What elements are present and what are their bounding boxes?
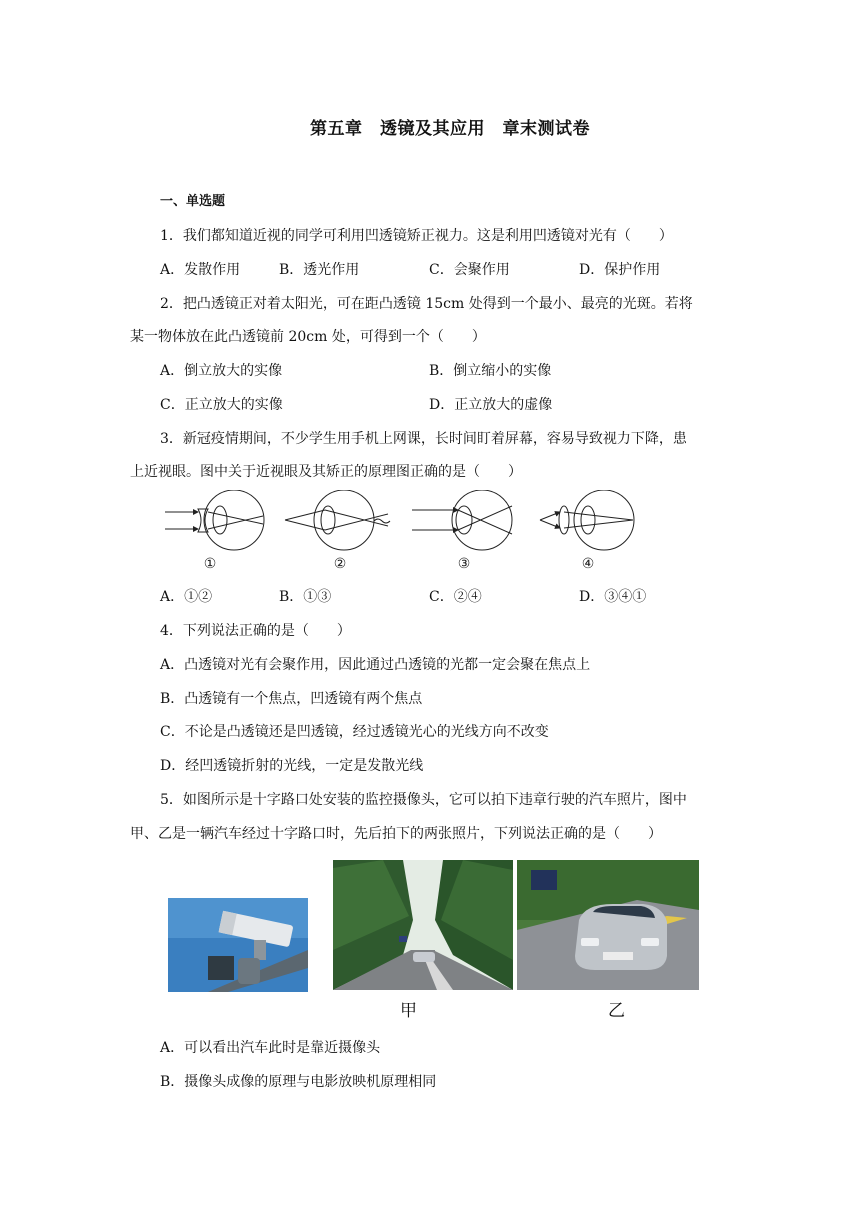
question-5-option-a: A．可以看出汽车此时是靠近摄像头 xyxy=(160,1040,381,1056)
figure-label-2: ② xyxy=(333,556,347,572)
road-photo-jia xyxy=(333,860,513,990)
road-photo-yi xyxy=(517,860,699,990)
photo-caption-yi: 乙 xyxy=(608,1001,625,1021)
question-2-option-c: C．正立放大的实像 xyxy=(160,397,283,413)
question-3-stem-line2: 上近视眼。图中关于近视眼及其矫正的原理图正确的是（ ） xyxy=(130,464,522,480)
question-2-option-d: D．正立放大的虚像 xyxy=(429,397,553,413)
question-5-stem-line2: 甲、乙是一辆汽车经过十字路口时，先后拍下的两张照片，下列说法正确的是（ ） xyxy=(130,826,662,842)
question-1-option-a: A．发散作用 xyxy=(160,262,241,278)
question-1-stem: 1．我们都知道近视的同学可利用凹透镜矫正视力。这是利用凹透镜对光有（ ） xyxy=(160,228,673,244)
question-4-stem: 4．下列说法正确的是（ ） xyxy=(160,623,351,639)
question-4-option-b: B．凸透镜有一个焦点，凹透镜有两个焦点 xyxy=(160,691,423,707)
question-2-stem-line1: 2．把凸透镜正对着太阳光，可在距凸透镜 15cm 处得到一个最小、最亮的光斑。若将 xyxy=(160,296,693,312)
question-2-option-a: A．倒立放大的实像 xyxy=(160,363,283,379)
page-title: 第五章 透镜及其应用 章末测试卷 xyxy=(310,119,590,139)
eye-diagram-2 xyxy=(285,490,390,550)
question-5-stem-line1: 5．如图所示是十字路口处安装的监控摄像头，它可以拍下违章行驶的汽车照片，图中 xyxy=(160,792,687,808)
question-1-option-c: C．会聚作用 xyxy=(429,262,510,278)
photo-caption-jia: 甲 xyxy=(400,1001,417,1021)
question-3-stem-line1: 3．新冠疫情期间，不少学生用手机上网课，长时间盯着屏幕，容易导致视力下降，患 xyxy=(160,431,687,447)
question-1-option-b: B．透光作用 xyxy=(279,262,360,278)
figure-label-3: ③ xyxy=(457,556,471,572)
question-3-option-c: C．②④ xyxy=(429,589,482,605)
question-2-stem-line2: 某一物体放在此凸透镜前 20cm 处，可得到一个（ ） xyxy=(130,329,486,345)
camera-photo xyxy=(168,898,308,992)
eye-diagram-3 xyxy=(412,490,512,550)
question-4-option-d: D．经凹透镜折射的光线，一定是发散光线 xyxy=(160,758,424,774)
question-3-option-b: B．①③ xyxy=(279,589,332,605)
eye-diagrams-figure xyxy=(160,490,640,576)
section-heading: 一、单选题 xyxy=(160,194,226,209)
eye-diagram-4 xyxy=(540,490,634,550)
question-3-option-a: A．①② xyxy=(160,589,213,605)
question-3-option-d: D．③④① xyxy=(579,589,647,605)
question-4-option-c: C．不论是凸透镜还是凹透镜，经过透镜光心的光线方向不改变 xyxy=(160,724,549,740)
question-1-option-d: D．保护作用 xyxy=(579,262,661,278)
eye-diagram-1 xyxy=(165,490,264,550)
question-2-option-b: B．倒立缩小的实像 xyxy=(429,363,552,379)
question-4-option-a: A．凸透镜对光有会聚作用，因此通过凸透镜的光都一定会聚在焦点上 xyxy=(160,657,591,673)
figure-label-4: ④ xyxy=(581,556,595,572)
figure-label-1: ① xyxy=(203,556,217,572)
question-5-option-b: B．摄像头成像的原理与电影放映机原理相同 xyxy=(160,1074,437,1090)
